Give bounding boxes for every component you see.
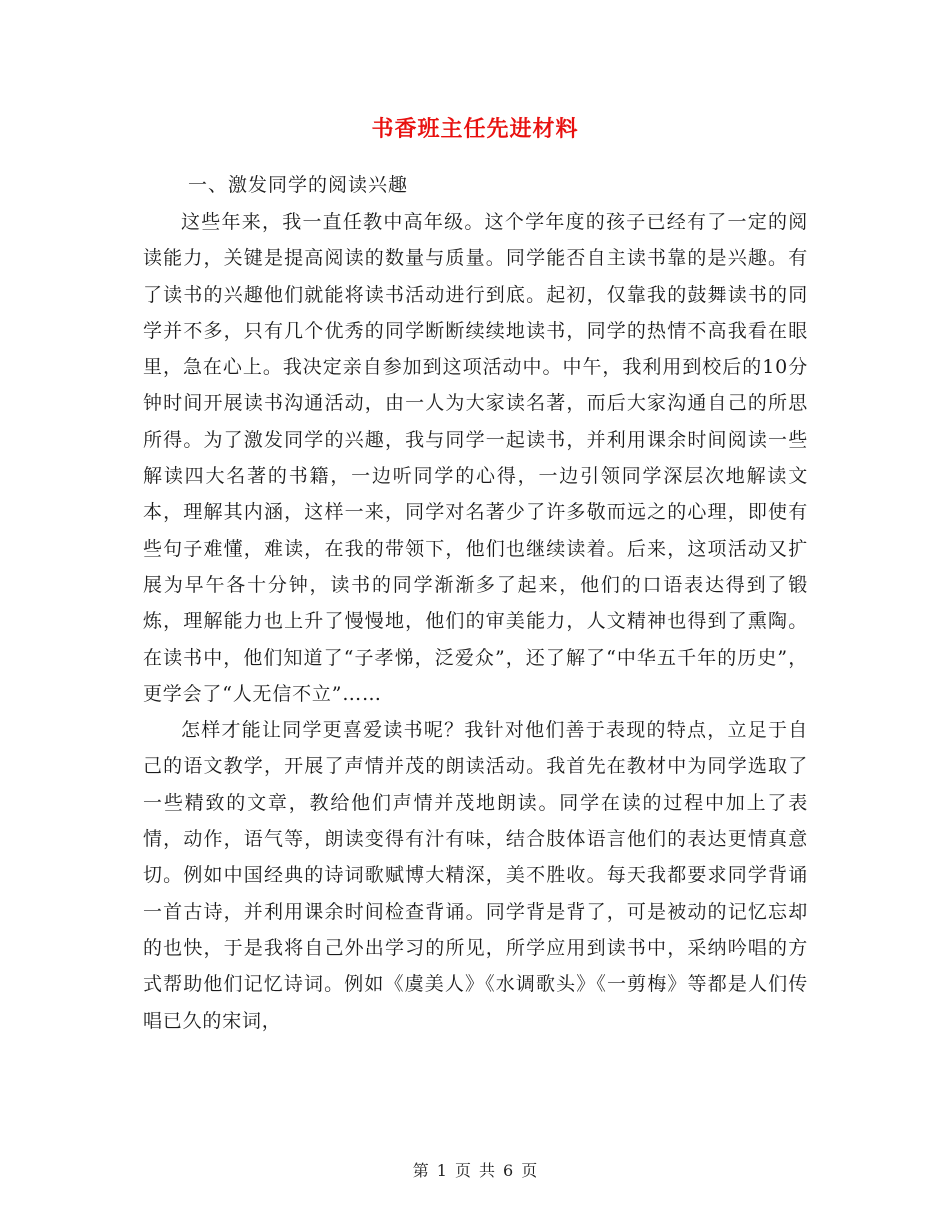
page-footer	[0, 1158, 950, 1181]
footer-suffix: 页	[521, 1161, 538, 1180]
footer-total-pages: 6	[503, 1161, 514, 1180]
footer-page-label: 页	[454, 1161, 471, 1180]
footer-page-number: 1	[436, 1161, 447, 1180]
section-heading: 一、激发同学的阅读兴趣	[188, 174, 409, 196]
body-text	[143, 204, 808, 1039]
document-title: 书香班主任先进材料	[371, 116, 579, 142]
footer-prefix: 第	[412, 1161, 429, 1180]
paragraph-1: 这些年来，我一直任教中高年级。这个学年度的孩子已经有了一定的阅读能力，关键是提高阅读的数量与质量。同学能否自主读书靠的是兴趣。有了读书的兴趣他们就能将读书活动进行到底。起初，仅靠我的鼓舞读书的同学并不多，只有几个优秀的同学断断续续地读书，同学的热情不高我看在眼里，急在心上。我决定亲自参加到这项活动中。中午，我利用到校后的10分钟时间开展读书沟通活动，由一人为大家读名著，而后大家沟通自己的所思所得。为了激发同学的兴趣，我与同学一起读书，并利用课余时间阅读一些解读四大名著的书籍，一边听同学的心得，一边引领同学深层次地解读文本，理解其内涵，这样一来，同学对名著少了许多敬而远之的心理，即使有些句子难懂，难读，在我的带领下，他们也继续读着。后来，这项活动又扩展为早午各十分钟，读书的同学渐渐多了起来，他们的口语表达得到了锻炼，理解能力也上升了慢慢地，他们的审美能力，人文精神也得到了熏陶。在读书中，他们知道了“子孝悌，泛爱众”，还了解了“中华五千年的历史”，更学会了“人无信不立”……	[143, 211, 808, 705]
paragraph-2: 怎样才能让同学更喜爱读书呢？我针对他们善于表现的特点，立足于自己的语文教学，开展了声情并茂的朗读活动。我首先在教材中为同学选取了一些精致的文章，教给他们声情并茂地朗读。同学在读的过程中加上了表情，动作，语气等，朗读变得有汁有味，结合肢体语言他们的表达更情真意切。例如中国经典的诗词歌赋博大精深，美不胜收。每天我都要求同学背诵一首古诗，并利用课余时间检查背诵。同学背是背了，可是被动的记忆忘却的也快，于是我将自己外出学习的所见，所学应用到读书中，采纳吟唱的方式帮助他们记忆诗词。例如《虞美人》《水调歌头》《一剪梅》等都是人们传唱已久的宋词，	[143, 719, 808, 1032]
footer-total-prefix: 共	[479, 1161, 496, 1180]
